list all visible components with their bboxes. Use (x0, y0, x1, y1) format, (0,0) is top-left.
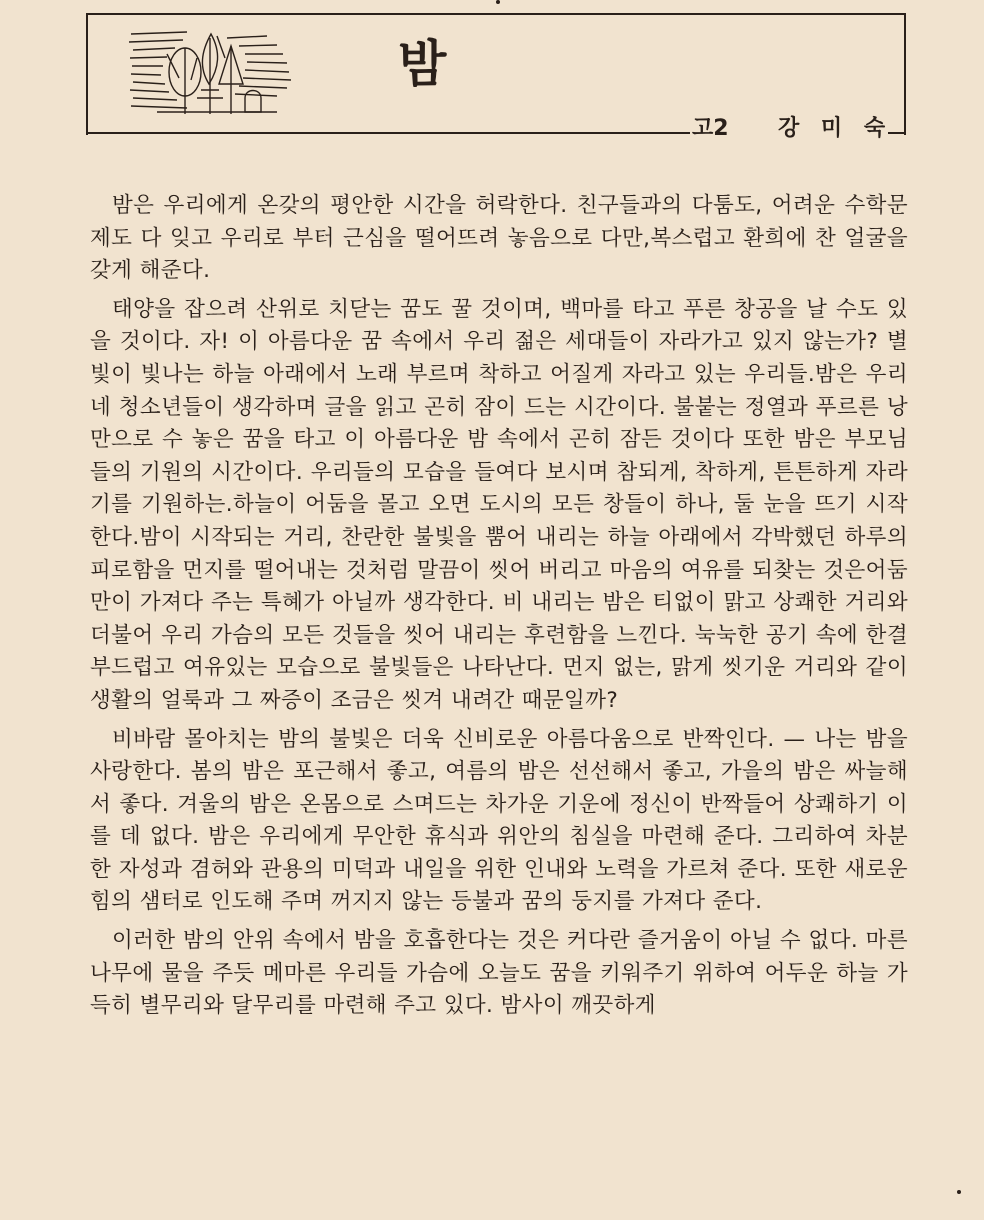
article-body (90, 190, 908, 1029)
paragraph: 밤은 우리에게 온갖의 평안한 시간을 허락한다. 친구들과의 다툼도, 어려운 수학문제도 다 잊고 우리로 부터 근심을 떨어뜨려 놓음으로 다만,복스럽고 환희에 찬 얼굴을 갖게 해준다. (90, 193, 908, 284)
author-grade: 고2 (692, 116, 729, 141)
plant-sketch-illustration (127, 28, 297, 116)
author-name: 강 미 숙 (778, 116, 893, 141)
print-speck (496, 0, 500, 4)
print-speck (957, 1190, 961, 1194)
title-frame-rule (86, 132, 690, 134)
paragraph: 비바람 몰아치는 밤의 불빛은 더욱 신비로운 아름다움으로 반짝인다. — 나는 밤을 사랑한다. 봄의 밤은 포근해서 좋고, 여름의 밤은 선선해서 좋고, 가을의 밤은 싸늘해서 좋다. 겨울의 밤은 온몸으로 스며드는 차가운 기운에 정신이 반짝들어 상쾌하기 이를 데 없다. 밤은 우리에게 무안한 휴식과 위안의 침실을 마련해 준다. 그리하여 차분한 자성과 겸허와 관용의 미덕과 내일을 위한 인내와 노력을 가르쳐 준다. 또한 새로운 힘의 샘터로 인도해 주며 꺼지지 않는 등불과 꿈의 둥지를 가져다 준다. (90, 726, 908, 915)
paragraph: 이러한 밤의 안위 속에서 밤을 호흡한다는 것은 커다란 즐거움이 아닐 수 없다. 마른 나무에 물을 주듯 메마른 우리들 가슴에 오늘도 꿈을 키워주기 위하여 어두운 하늘 가득히 별무리와 달무리를 마련해 주고 있다. 밤사이 깨끗하게 (90, 928, 908, 1019)
byline (692, 114, 892, 144)
paragraph: 태양을 잡으려 산위로 치닫는 꿈도 꿀 것이며, 백마를 타고 푸른 창공을 날 수도 있을 것이다. 자! 이 아름다운 꿈 속에서 우리 젊은 세대들이 자라가고 있지 않는가? 별빛이 빛나는 하늘 아래에서 노래 부르며 착하고 어질게 자라고 있는 우리들.밤은 우리네 청소년들이 생각하며 글을 읽고 곤히 잠이 드는 시간이다. 불붙는 정열과 푸르른 낭만으로 수 놓은 꿈을 타고 이 아름다운 밤 속에서 곤히 잠든 것이다 또한 밤은 부모님들의 기원의 시간이다. 우리들의 모습을 들여다 보시며 참되게, 착하게, 튼튼하게 자라기를 기원하는.하늘이 어둠을 몰고 오면 도시의 모든 창들이 하나, 둘 눈을 뜨기 시작한다.밤이 시작되는 거리, 찬란한 불빛을 뿜어 내리는 하늘 아래에서 각박했던 하루의 피로함을 먼지를 떨어내는 것처럼 말끔이 씻어 버리고 마음의 여유를 되찾는 것은어둠만이 가져다 주는 특혜가 아닐까 생각한다. 비 내리는 밤은 티없이 맑고 상쾌한 거리와 더불어 우리 가슴의 모든 것들을 씻어 내리는 후련함을 느낀다. 눅눅한 공기 속에 한결 부드럽고 여유있는 모습으로 불빛들은 나타난다. 먼지 없는, 맑게 씻기운 거리와 같이 생활의 얼룩과 그 짜증이 조금은 씻겨 내려간 때문일까? (90, 296, 908, 713)
article-title: 밤 (398, 35, 449, 93)
